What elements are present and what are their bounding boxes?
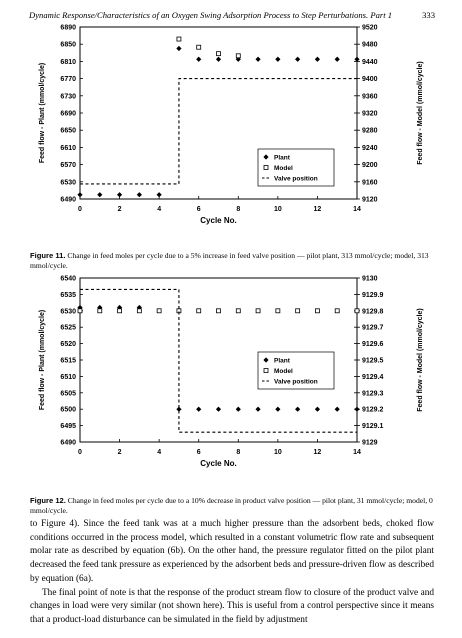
plant-point <box>157 192 162 197</box>
y2-tick-label: 9400 <box>362 76 378 84</box>
model-point <box>197 309 201 313</box>
legend-swatch <box>264 369 268 373</box>
y-tick-label: 6610 <box>60 144 76 152</box>
y2-tick-label: 9440 <box>362 58 378 66</box>
x-tick-label: 0 <box>78 449 82 456</box>
plant-point <box>77 192 82 197</box>
plant-point <box>236 407 241 412</box>
figure-12-caption-text: Change in feed moles per cycle due to a 10% decrease in product valve position — pilot plant, 31 mmol/cycle; model, 0 mmol/cycle. <box>30 496 433 515</box>
y2-axis-label: Feed flow - Model (mmol/cycle) <box>417 61 424 165</box>
y2-tick-label: 9129 <box>362 439 378 447</box>
x-tick-label: 8 <box>236 449 241 456</box>
plant-point <box>315 407 320 412</box>
y-tick-label: 6850 <box>60 41 76 49</box>
plant-point <box>335 57 340 62</box>
model-point <box>98 309 102 313</box>
y2-tick-label: 9520 <box>362 24 378 32</box>
model-point <box>296 309 300 313</box>
y2-tick-label: 9129.5 <box>362 357 384 365</box>
plant-point <box>196 57 201 62</box>
y2-tick-label: 9120 <box>362 196 378 204</box>
plant-point <box>275 57 280 62</box>
y2-tick-label: 9129.8 <box>362 308 384 316</box>
plant-point <box>335 407 340 412</box>
plant-point <box>315 57 320 62</box>
y-tick-label: 6890 <box>60 24 76 32</box>
y-tick-label: 6490 <box>60 196 76 204</box>
figure-11-chart <box>0 18 462 250</box>
y-tick-label: 6505 <box>60 390 76 398</box>
y2-tick-label: 9130 <box>362 275 378 283</box>
plant-point <box>255 407 260 412</box>
model-point <box>256 309 260 313</box>
model-point <box>78 309 82 313</box>
running-title: Dynamic Response/Characteristics of an Oxygen Swing Adsorption Process to Step Perturbations. Part 1 <box>29 10 393 20</box>
model-point <box>197 45 201 49</box>
model-point <box>276 309 280 313</box>
page-number: 333 <box>422 10 435 20</box>
y-tick-label: 6730 <box>60 93 76 101</box>
y-tick-label: 6530 <box>60 308 76 316</box>
x-tick-label: 6 <box>196 449 201 456</box>
x-tick-label: 12 <box>313 449 322 456</box>
x-tick-label: 12 <box>313 206 322 213</box>
legend-label: Valve position <box>274 175 318 183</box>
plant-point <box>295 407 300 412</box>
figure-12-label: Figure 12. <box>30 496 66 505</box>
x-axis-label: Cycle No. <box>200 459 237 468</box>
body-text <box>30 518 434 628</box>
y-tick-label: 6515 <box>60 357 76 365</box>
model-point <box>236 54 240 58</box>
y-tick-label: 6495 <box>60 423 76 431</box>
model-point <box>118 309 122 313</box>
plant-point <box>275 407 280 412</box>
y-tick-label: 6490 <box>60 439 76 447</box>
figure-11-caption-text: Change in feed moles per cycle due to a 5% increase in feed valve position — pilot plant, 313 mmol/cycle; model, 313 mmol/cycle. <box>30 251 429 270</box>
y2-tick-label: 9320 <box>362 110 378 118</box>
y2-axis-label: Feed flow - Model (mmol/cycle) <box>417 308 424 412</box>
x-tick-label: 0 <box>78 206 82 213</box>
model-point <box>217 52 221 56</box>
plant-point <box>137 192 142 197</box>
legend-label: Model <box>274 368 293 375</box>
body-paragraph: to Figure 4). Since the feed tank was at a much higher pressure than the adsorbent beds, choked flow conditions occurred in the process model, which resulted in a constant volumetric flow rate and subsequent molar rate as described by equation (6b). On the other hand, the pressure regulator fitted on the pilot plant decreased the feed tank pressure as experienced by the adsorbent beds and pressure-driven flow as described by equation (6a). <box>30 519 434 584</box>
x-tick-label: 14 <box>353 449 361 456</box>
legend-label: Valve position <box>274 378 318 386</box>
y-tick-label: 6535 <box>60 291 76 299</box>
y2-tick-label: 9129.2 <box>362 406 384 414</box>
plant-point <box>216 407 221 412</box>
y-tick-label: 6570 <box>60 162 76 170</box>
plant-point <box>354 407 359 412</box>
y-tick-label: 6540 <box>60 275 76 283</box>
y-axis-label: Feed flow - Plant (mmol/cycle) <box>39 62 46 164</box>
y2-tick-label: 9240 <box>362 144 378 152</box>
model-point <box>236 309 240 313</box>
x-tick-label: 10 <box>273 449 282 456</box>
figure-11-caption <box>30 251 434 271</box>
body-paragraph: The final point of note is that the response of the product stream flow to closure of the product valve and changes in load were very similar (not shown here). This is useful from a control perspective since it means that a product-load disturbance can be simulated in the field by adjustment <box>30 587 434 625</box>
legend-label: Model <box>274 165 293 172</box>
figure-12-caption <box>30 496 434 516</box>
x-tick-label: 6 <box>196 206 201 213</box>
x-tick-label: 4 <box>157 449 162 456</box>
figure-12-chart <box>0 272 462 496</box>
plant-point <box>295 57 300 62</box>
plant-point <box>216 57 221 62</box>
y2-tick-label: 9129.9 <box>362 291 384 299</box>
plant-point <box>97 192 102 197</box>
y-tick-label: 6525 <box>60 324 76 332</box>
figure-11-label: Figure 11. <box>30 251 66 260</box>
x-tick-label: 8 <box>236 206 241 213</box>
y-tick-label: 6520 <box>60 341 76 349</box>
model-point <box>157 309 161 313</box>
y2-tick-label: 9280 <box>362 127 378 135</box>
y2-tick-label: 9480 <box>362 41 378 49</box>
y-tick-label: 6810 <box>60 58 76 66</box>
x-tick-label: 14 <box>353 206 361 213</box>
x-tick-label: 2 <box>117 449 122 456</box>
y2-tick-label: 9200 <box>362 162 378 170</box>
x-tick-label: 10 <box>273 206 282 213</box>
model-point <box>177 37 181 41</box>
model-point <box>335 309 339 313</box>
y2-tick-label: 9360 <box>362 93 378 101</box>
model-point <box>315 309 319 313</box>
y2-tick-label: 9129.3 <box>362 390 384 398</box>
model-point <box>355 309 359 313</box>
plant-point <box>255 57 260 62</box>
y-tick-label: 6650 <box>60 127 76 135</box>
plant-point <box>176 46 181 51</box>
x-axis-label: Cycle No. <box>200 216 237 225</box>
legend-label: Plant <box>274 154 290 162</box>
x-tick-label: 2 <box>117 206 122 213</box>
legend-swatch <box>264 166 268 170</box>
x-tick-label: 4 <box>157 206 162 213</box>
y-tick-label: 6770 <box>60 76 76 84</box>
y2-tick-label: 9129.7 <box>362 324 384 332</box>
y-axis-label: Feed flow - Plant (mmol/cycle) <box>39 309 46 411</box>
y-tick-label: 6510 <box>60 373 76 381</box>
plant-point <box>196 407 201 412</box>
y-tick-label: 6500 <box>60 406 76 414</box>
y2-tick-label: 9129.6 <box>362 341 384 349</box>
y2-tick-label: 9160 <box>362 179 378 187</box>
y2-tick-label: 9129.1 <box>362 423 384 431</box>
legend-label: Plant <box>274 357 290 365</box>
model-point <box>137 309 141 313</box>
y-tick-label: 6530 <box>60 179 76 187</box>
y-tick-label: 6690 <box>60 110 76 118</box>
model-point <box>217 309 221 313</box>
plant-point <box>117 192 122 197</box>
y2-tick-label: 9129.4 <box>362 373 384 381</box>
